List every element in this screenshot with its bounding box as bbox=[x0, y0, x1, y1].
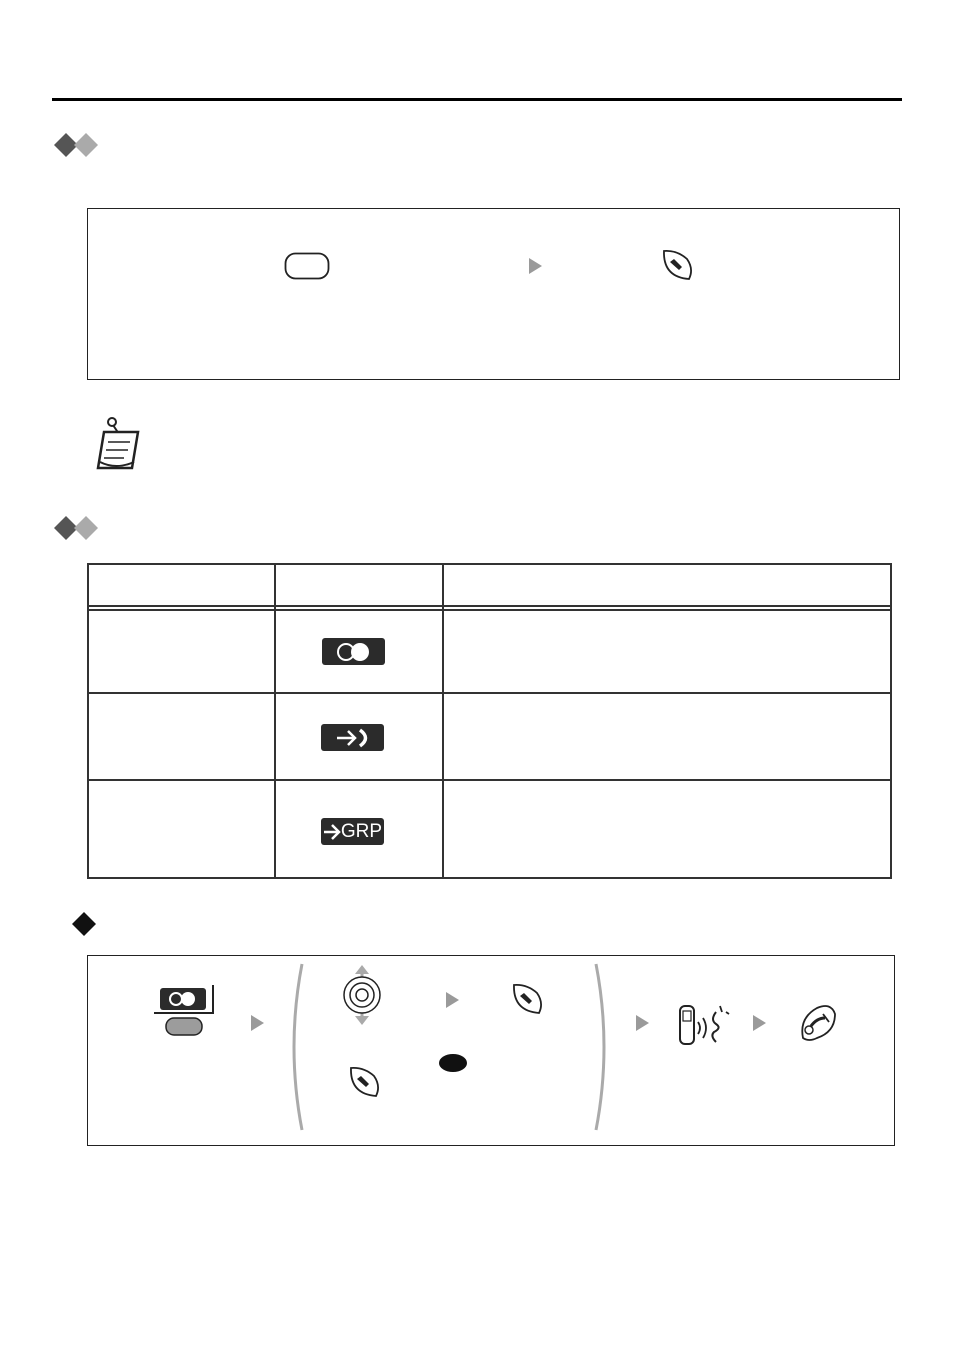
operation-box bbox=[87, 955, 895, 1146]
flex-key-icon[interactable] bbox=[165, 1017, 203, 1037]
navigator-key-icon[interactable] bbox=[340, 965, 384, 1025]
subsection-marker-icon bbox=[72, 912, 96, 936]
key-bracket bbox=[212, 985, 214, 1013]
off-hook-icon[interactable] bbox=[346, 1064, 382, 1100]
talk-icon bbox=[676, 1002, 734, 1048]
off-hook-icon[interactable] bbox=[509, 981, 545, 1017]
key-underline bbox=[154, 1012, 214, 1014]
table-col-rule bbox=[442, 563, 444, 879]
table-row-rule bbox=[87, 779, 892, 781]
conference-key-icon[interactable] bbox=[160, 988, 206, 1010]
step-arrow-icon bbox=[251, 1015, 264, 1031]
step-arrow-icon bbox=[446, 992, 459, 1008]
forward-group-key-icon bbox=[321, 818, 384, 845]
or-separator-icon bbox=[437, 1053, 469, 1073]
section-marker-icon bbox=[54, 133, 100, 157]
table-row-rule bbox=[87, 692, 892, 694]
bracket-left bbox=[282, 962, 306, 1132]
operation-box bbox=[87, 208, 900, 380]
step-arrow-icon bbox=[753, 1015, 766, 1031]
soft-key-icon[interactable] bbox=[284, 252, 330, 280]
off-hook-icon[interactable] bbox=[659, 247, 695, 283]
notebook-icon bbox=[94, 416, 144, 472]
section-marker-icon bbox=[54, 516, 100, 540]
conference-key-icon bbox=[322, 638, 385, 665]
on-hook-icon[interactable] bbox=[797, 1004, 837, 1042]
step-arrow-icon bbox=[529, 258, 542, 274]
forward-call-key-icon bbox=[321, 724, 384, 751]
table-col-rule bbox=[274, 563, 276, 879]
table-header-rule bbox=[87, 605, 892, 607]
bracket-right bbox=[592, 962, 616, 1132]
table-header-rule bbox=[87, 609, 892, 611]
step-arrow-icon bbox=[636, 1015, 649, 1031]
header-rule bbox=[52, 98, 902, 101]
grp-label: GRP bbox=[340, 820, 383, 842]
